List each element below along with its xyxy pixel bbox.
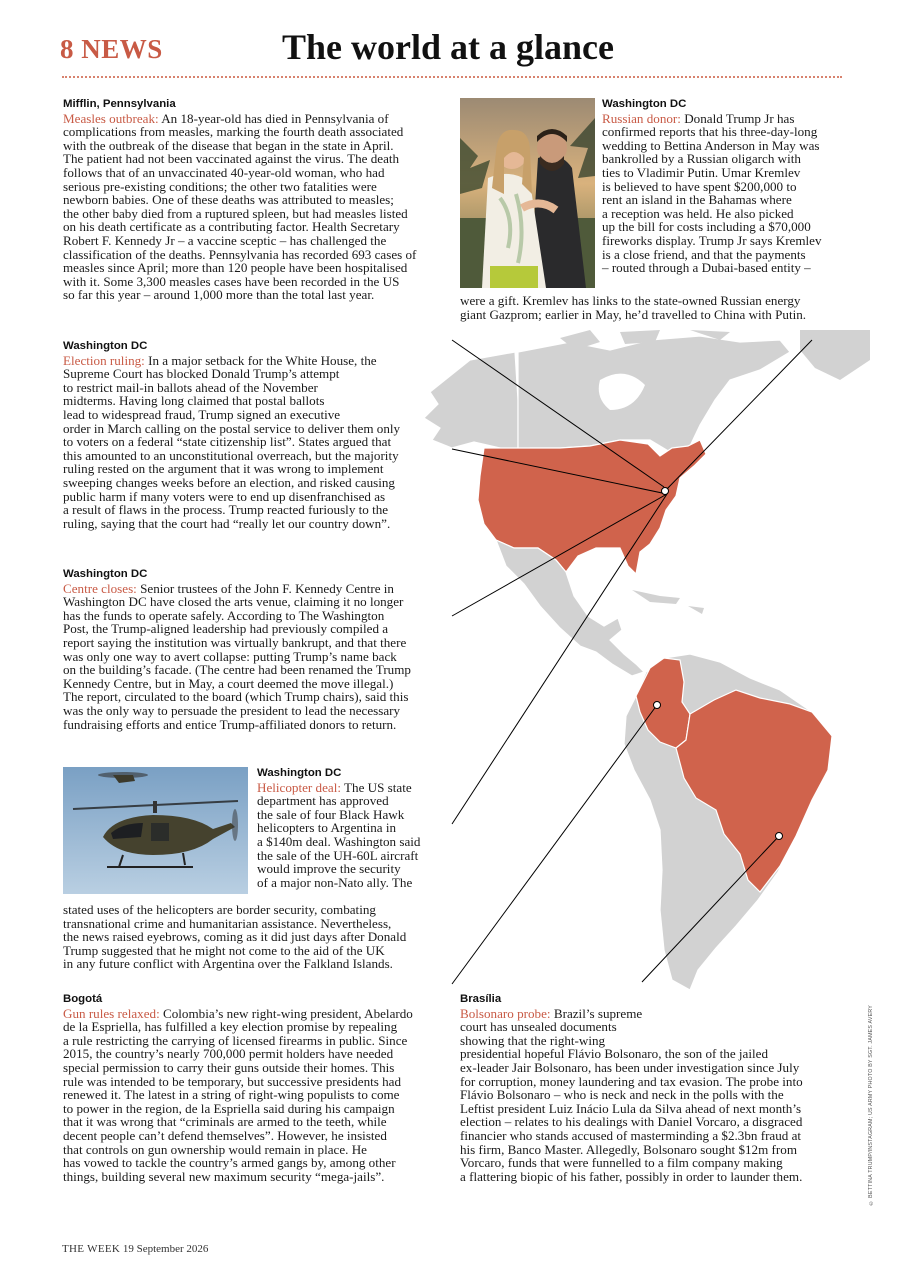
story-line: court has unsealed documents xyxy=(460,1019,617,1035)
story-line: rent an island in the Bahamas where xyxy=(602,192,792,208)
story-line: report saying the institution was virtually bankrupt, and that there xyxy=(63,634,407,650)
marker-brasilia xyxy=(776,833,783,840)
story-body xyxy=(602,112,852,275)
story-helicopter-deal xyxy=(257,767,452,889)
story-line: serious pre-existing conditions; the other two fatalities were xyxy=(63,178,377,194)
story-line: rule was intended to be temporary, but successive presidents had xyxy=(63,1073,402,1089)
story-line: is a close friend, and that the payments xyxy=(602,246,806,262)
story-line: Vorcaro, funds that were funnelled to a film company making xyxy=(460,1155,783,1171)
story-line: a reception was held. He also picked xyxy=(602,205,794,221)
story-line: a result of flaws in the process. Trump reacted furiously to the xyxy=(63,502,389,518)
story-body xyxy=(63,354,443,531)
story-line: is believed to have spent $200,000 to xyxy=(602,178,797,194)
story-line: public harm if many voters were to end up disenfranchised as xyxy=(63,488,386,504)
story-line: decent people can’t defend themselves”. However, he insisted xyxy=(63,1127,387,1143)
story-dateline: Bogotá xyxy=(63,993,103,1005)
section-label: 8 NEWS xyxy=(60,34,163,64)
story-line: the sale of four Black Hawk xyxy=(257,806,405,822)
story-dateline: Washington DC xyxy=(257,767,342,779)
story-line: renewed it. The latest in a string of right-wing populists to come xyxy=(63,1087,400,1103)
story-mifflin xyxy=(63,98,448,302)
story-line: newborn babies. One of these deaths was attributed to measles; xyxy=(63,192,394,208)
story-line: with the outbreak of the disease that began in the state in April. xyxy=(63,137,394,153)
story-line: In a major setback for the White House, the xyxy=(148,352,377,368)
story-line: classification of the deaths. Pennsylvania has recorded 693 cases of xyxy=(63,246,417,262)
story-line: Brazil’s supreme xyxy=(553,1005,643,1021)
story-line: complications from measles, marking the fourth death associated xyxy=(63,124,404,140)
map-canada xyxy=(518,336,790,455)
story-line: de la Espriella, has fulfilled a key election promise by repealing xyxy=(63,1019,398,1035)
story-line: special permission to carry their guns outside their homes. This xyxy=(63,1059,395,1075)
story-dateline: Washington DC xyxy=(63,568,148,580)
story-line: Flávio Bolsonaro – who is neck and neck in the polls with the xyxy=(460,1087,784,1103)
story-dateline: Mifflin, Pennsylvania xyxy=(63,98,176,110)
header-rule xyxy=(62,76,842,78)
story-kicker: Gun rules relaxed: xyxy=(63,1005,160,1021)
story-line: showing that the right-wing xyxy=(460,1032,606,1048)
story-line: 2015, the country’s nearly 700,000 permit holders have needed xyxy=(63,1046,394,1062)
story-kicker: Centre closes: xyxy=(63,580,137,596)
story-line: a $140m deal. Washington said xyxy=(257,833,421,849)
story-line: Post, the Trump-aligned leadership had previously compiled a xyxy=(63,621,389,637)
story-line: election – relates to his dealings with Daniel Vorcaro, a disgraced xyxy=(460,1114,803,1130)
story-line: order in March calling on the postal service to deliver them only xyxy=(63,420,401,436)
story-line: ruling rested on the argument that it was wrong to implement xyxy=(63,461,384,477)
story-line: Donald Trump Jr has xyxy=(684,110,795,126)
story-line: Supreme Court has blocked Donald Trump’s attempt xyxy=(63,366,340,382)
story-line: Colombia’s new right-wing president, Abelardo xyxy=(163,1005,413,1021)
story-line: would improve the security xyxy=(257,861,401,877)
story-kicker: Election ruling: xyxy=(63,352,145,368)
page-title: The world at a glance xyxy=(282,27,614,67)
map-greenland xyxy=(800,330,870,380)
story-line: that controls on gun ownership would remain in place. He xyxy=(63,1141,367,1157)
story-centre-closes xyxy=(63,568,448,731)
publication-name: THE WEEK xyxy=(62,1243,121,1255)
story-line: The report, circulated to the board (which Trump chairs), said this xyxy=(63,689,409,705)
marker-washington xyxy=(662,488,669,495)
story-line: measles since April; more than 120 people have been hospitalised xyxy=(63,260,408,276)
story-line: to power in the region, de la Espriella said during his campaign xyxy=(63,1100,395,1116)
story-line: things, building several new maximum security “mega-jails”. xyxy=(63,1168,385,1184)
story-kicker: Helicopter deal: xyxy=(257,779,341,795)
story-line: presidential hopeful Flávio Bolsonaro, the son of the jailed xyxy=(460,1046,769,1062)
story-line: wedding to Bettina Anderson in May was xyxy=(602,137,820,153)
story-kicker: Bolsonaro probe: xyxy=(460,1005,551,1021)
story-line: on the building’s facade. (The centre had been renamed the Trump xyxy=(63,662,411,678)
story-line: to voters on a federal “state citizenship list”. States argued that xyxy=(63,434,392,450)
story-line: department has approved xyxy=(257,793,389,809)
story-line: giant Gazprom; earlier in May, he’d travelled to China with Putin. xyxy=(460,306,807,322)
story-line: financier who stands accused of masterminding a $2.3bn fraud at xyxy=(460,1127,802,1143)
story-brasilia xyxy=(460,993,845,1183)
story-body xyxy=(63,582,448,732)
story-line: midterms. Having long claimed that postal ballots xyxy=(63,393,325,409)
story-line: was only one way to avert collapse: putting Trump’s name back xyxy=(63,648,397,664)
story-line: – routed through a Dubai-based entity – xyxy=(602,260,811,276)
story-line: lead to widespread fraud, Trump signed an executive xyxy=(63,406,341,422)
story-line: The patient had not been vaccinated against the virus. The death xyxy=(63,151,400,167)
story-line: up the bill for costs including a $70,000 xyxy=(602,219,811,235)
story-line: follows that of an unvaccinated 40-year-old woman, who had xyxy=(63,164,385,180)
story-line: ties to Vladimir Putin. Umar Kremlev xyxy=(602,164,801,180)
story-line: bankrolled by a Russian oligarch with xyxy=(602,151,801,167)
story-line: the other baby died from a ruptured spleen, but had measles listed xyxy=(63,205,408,221)
story-helicopter-deal-continued xyxy=(63,903,448,971)
map-caribbean xyxy=(632,590,704,614)
story-line: for corruption, money laundering and tax evasion. The probe into xyxy=(460,1073,803,1089)
story-body xyxy=(63,1007,448,1184)
helicopter-photo xyxy=(63,767,248,894)
story-line: were a gift. Kremlev has links to the state-owned Russian energy xyxy=(460,293,801,308)
story-line: fundraising efforts and entice Trump-affiliated donors to return. xyxy=(63,716,397,732)
story-line: was the only way to persuade the president to lead the necessary xyxy=(63,702,401,718)
americas-map xyxy=(380,330,880,1000)
wedding-photo xyxy=(460,98,595,288)
story-line: this amounted to an unconstitutional overreach, but the majority xyxy=(63,447,399,463)
story-line: Robert F. Kennedy Jr – a vaccine sceptic – has challenged the xyxy=(63,232,387,248)
story-line: on his death certificate as a contributing factor. Health Secretary xyxy=(63,219,400,235)
issue-date: 19 September 2026 xyxy=(122,1243,209,1255)
story-bogota xyxy=(63,993,448,1183)
story-line: ex-leader Jair Bolsonaro, has been under investigation since July xyxy=(460,1059,800,1075)
story-line: in any future conflict with Argentina over the Falkland Islands. xyxy=(63,956,393,972)
story-body xyxy=(63,112,448,302)
story-line: a flattering biopic of his father, possibly in order to launder them. xyxy=(460,1168,803,1184)
story-line: helicopters to Argentina in xyxy=(257,820,397,836)
story-line: Washington DC have closed the arts venue, claiming it no longer xyxy=(63,594,404,610)
story-line: has the funds to operate safely. According to The Washington xyxy=(63,607,385,623)
story-body xyxy=(257,781,452,890)
story-line: confirmed reports that his three-day-long xyxy=(602,124,818,140)
story-dateline: Washington DC xyxy=(63,340,148,352)
story-line: the news raised eyebrows, coming as it did just days after Donald xyxy=(63,929,407,945)
story-kicker: Measles outbreak: xyxy=(63,110,159,126)
story-line: fireworks display. Trump Jr says Kremlev xyxy=(602,232,822,248)
story-line: a rule restricting the carrying of licensed firearms in public. Since xyxy=(63,1032,408,1048)
story-line: so far this year – around 1,000 more than the total last year. xyxy=(63,287,375,303)
marker-bogota xyxy=(654,702,661,709)
story-line: Senior trustees of the John F. Kennedy Centre in xyxy=(140,580,394,596)
story-line: to restrict mail-in ballots ahead of the November xyxy=(63,379,318,395)
story-line: sweeping changes weeks before an election, and risked causing xyxy=(63,474,395,490)
photo-credit: © BETTINA TRUMP/INSTAGRAM; US ARMY PHOTO BY SGT. JAMES AVERY xyxy=(868,1005,874,1206)
story-line: Trump suggested that he might not come to the aid of the UK xyxy=(63,942,385,958)
story-russian-donor xyxy=(602,98,852,275)
story-line: his firm, Banco Master. Allegedly, Bolsonaro sought $12m from xyxy=(460,1141,798,1157)
story-election-ruling xyxy=(63,340,443,530)
story-russian-donor-continued xyxy=(460,294,860,321)
story-line: of a major non-Nato ally. The xyxy=(257,874,413,890)
story-line: stated uses of the helicopters are border security, combating xyxy=(63,902,376,917)
story-line: the sale of the UH-60L aircraft xyxy=(257,847,419,863)
story-body xyxy=(460,1007,845,1184)
story-kicker: Russian donor: xyxy=(602,110,681,126)
story-line: Leftist president Luiz Inácio Lula da Silva ahead of next month’s xyxy=(460,1100,802,1116)
story-line: transnational crime and humanitarian assistance. Nevertheless, xyxy=(63,915,392,931)
story-line: The US state xyxy=(344,779,412,795)
story-line: ruling, saying that the court had “really let our country down”. xyxy=(63,515,391,531)
page-footer xyxy=(62,1243,208,1255)
story-line: has vowed to tackle the country’s armed gangs by, among other xyxy=(63,1155,396,1171)
story-line: An 18-year-old has died in Pennsylvania of xyxy=(161,110,389,126)
story-line: with it. Some 3,300 measles cases have been recorded in the US xyxy=(63,273,400,289)
story-dateline: Washington DC xyxy=(602,98,687,110)
leader-bogota xyxy=(452,705,657,984)
story-dateline: Brasília xyxy=(460,993,502,1005)
story-line: that it was wrong that “criminals are armed to the teeth, while xyxy=(63,1114,387,1130)
story-line: Kennedy Centre, but in May, a court deemed the move illegal.) xyxy=(63,675,394,691)
